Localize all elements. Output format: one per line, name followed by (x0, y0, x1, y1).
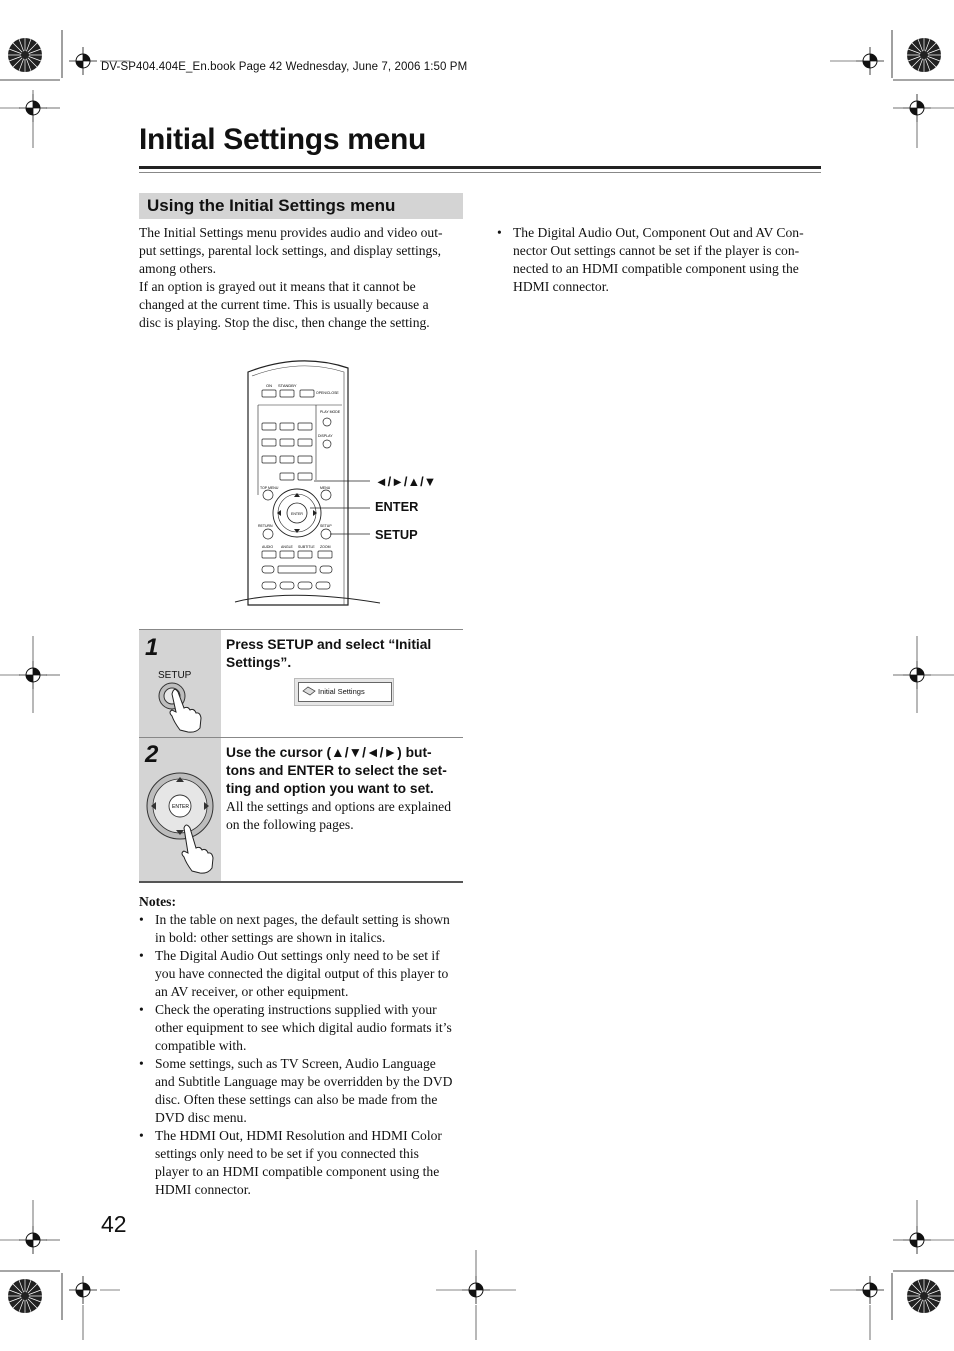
note-item (139, 911, 465, 947)
callout-enter: ENTER (375, 499, 419, 514)
notes-title: Notes: (139, 894, 176, 909)
enter-dial-label: ENTER (172, 804, 189, 810)
note-line: The HDMI Out, HDMI Resolution and HDMI Color (155, 1128, 442, 1143)
intro-line: put settings, parental lock settings, and display settings, (139, 243, 442, 258)
intro-line: changed at the current time. This is usually because a (139, 297, 429, 312)
step-2-heading-line: tons and ENTER to select the set- (226, 763, 447, 778)
step-2-heading (226, 744, 447, 798)
note-line: and Subtitle Language may be overridden by the DVD (155, 1074, 453, 1089)
note-line: in bold: other settings are shown in italics. (155, 930, 386, 945)
step-2-heading-line: Use the cursor (▲/▼/◄/►) but- (226, 745, 432, 760)
remote-open-close-label: OPEN/CLOSE (316, 391, 339, 395)
remote-zoom-label: ZOOM (320, 545, 331, 549)
bullet-line: The Digital Audio Out, Component Out and AV Con- (513, 225, 804, 240)
step-2-number: 2 (145, 741, 159, 768)
remote-angle-label: ANGLE (281, 545, 293, 549)
bullet-dot: • (139, 948, 144, 963)
step-1-heading (226, 636, 431, 672)
section-heading: Using the Initial Settings menu (147, 196, 396, 215)
callout-setup: SETUP (375, 527, 418, 542)
step-2-body-line: on the following pages. (226, 817, 354, 832)
remote-on-label: ON (266, 383, 272, 388)
note-item (139, 1055, 465, 1127)
note-item (139, 947, 465, 1001)
remote-menu-label: MENU (320, 486, 331, 490)
section-heading-bar (139, 193, 463, 219)
bullet-dot: • (497, 225, 502, 240)
bullet-line: HDMI connector. (513, 279, 609, 294)
step-2-body (226, 798, 451, 834)
note-line: settings only need to be set if you connected this (155, 1146, 419, 1161)
bullet-line: nector Out settings cannot be set if the player is con- (513, 243, 800, 258)
callout-cursor: ◄/►/▲/▼ (375, 474, 437, 489)
remote-audio-label: AUDIO (262, 545, 274, 549)
bullet-dot: • (139, 1128, 144, 1143)
remote-play-mode-label: PLAY MODE (320, 410, 341, 414)
note-line: Check the operating instructions supplied with your (155, 1002, 437, 1017)
note-line: HDMI connector. (155, 1182, 251, 1197)
step-2-body-line: All the settings and options are explained (226, 799, 452, 814)
page-number: 42 (101, 1211, 127, 1237)
title-rule-thin (139, 172, 821, 173)
note-line: DVD disc menu. (155, 1110, 247, 1125)
intro-line: among others. (139, 261, 217, 276)
title-rule (139, 166, 821, 169)
note-line: an AV receiver, or other equipment. (155, 984, 349, 999)
initial-settings-osd (294, 678, 394, 706)
initial-settings-menu-item (298, 682, 392, 702)
note-line: compatible with. (155, 1038, 247, 1053)
note-line: In the table on next pages, the default setting is shown (155, 912, 450, 927)
right-bullet (497, 224, 827, 296)
remote-top-menu-label: TOP MENU (260, 486, 279, 490)
bullet-dot: • (139, 912, 144, 927)
remote-setup-label: SETUP (320, 524, 332, 528)
initial-settings-label: Initial Settings (318, 687, 365, 696)
notes (139, 893, 465, 1199)
note-line: other equipment to see which digital audio formats it’s (155, 1020, 452, 1035)
remote-display-label: DISPLAY (318, 434, 333, 438)
step-2-heading-line: ting and option you want to set. (226, 781, 434, 796)
intro-line: disc is playing. Stop the disc, then change the setting. (139, 315, 430, 330)
step-1-heading-line: Settings”. (226, 655, 292, 670)
steps-bottom-rule (139, 881, 463, 883)
setup-button-hand-icon (152, 680, 212, 734)
step-1-setup-label: SETUP (158, 670, 192, 681)
note-item (139, 1001, 465, 1055)
intro-line: If an option is grayed out it means that it cannot be (139, 279, 416, 294)
bullet-dot: • (139, 1002, 144, 1017)
book-slug: DV-SP404.404E_En.book Page 42 Wednesday, June 7, 2006 1:50 PM (101, 61, 468, 73)
note-item (139, 1127, 465, 1199)
page-title: Initial Settings menu (139, 123, 427, 156)
note-line: player to an HDMI compatible component using the (155, 1164, 440, 1179)
remote-standby-label: STANDBY (278, 383, 297, 388)
note-line: The Digital Audio Out settings only need to be set if (155, 948, 440, 963)
note-line: you have connected the digital output of this player to (155, 966, 449, 981)
note-line: Some settings, such as TV Screen, Audio Language (155, 1056, 436, 1071)
bullet-line: nected to an HDMI compatible component using the (513, 261, 799, 276)
remote-return-label: RETURN (258, 524, 273, 528)
note-line: disc. Often these settings can also be made from the (155, 1092, 438, 1107)
intro-line: The Initial Settings menu provides audio and video out- (139, 225, 443, 240)
remote-enter-label: ENTER (291, 512, 303, 516)
cursor-enter-dial-icon (146, 770, 218, 876)
bullet-dot: • (139, 1056, 144, 1071)
step-1-number: 1 (145, 634, 159, 661)
intro-text (139, 224, 465, 332)
settings-tab-icon (302, 686, 316, 697)
step-1-heading-line: Press SETUP and select “Initial (226, 637, 432, 652)
remote-subtitle-label: SUBTITLE (298, 545, 315, 549)
